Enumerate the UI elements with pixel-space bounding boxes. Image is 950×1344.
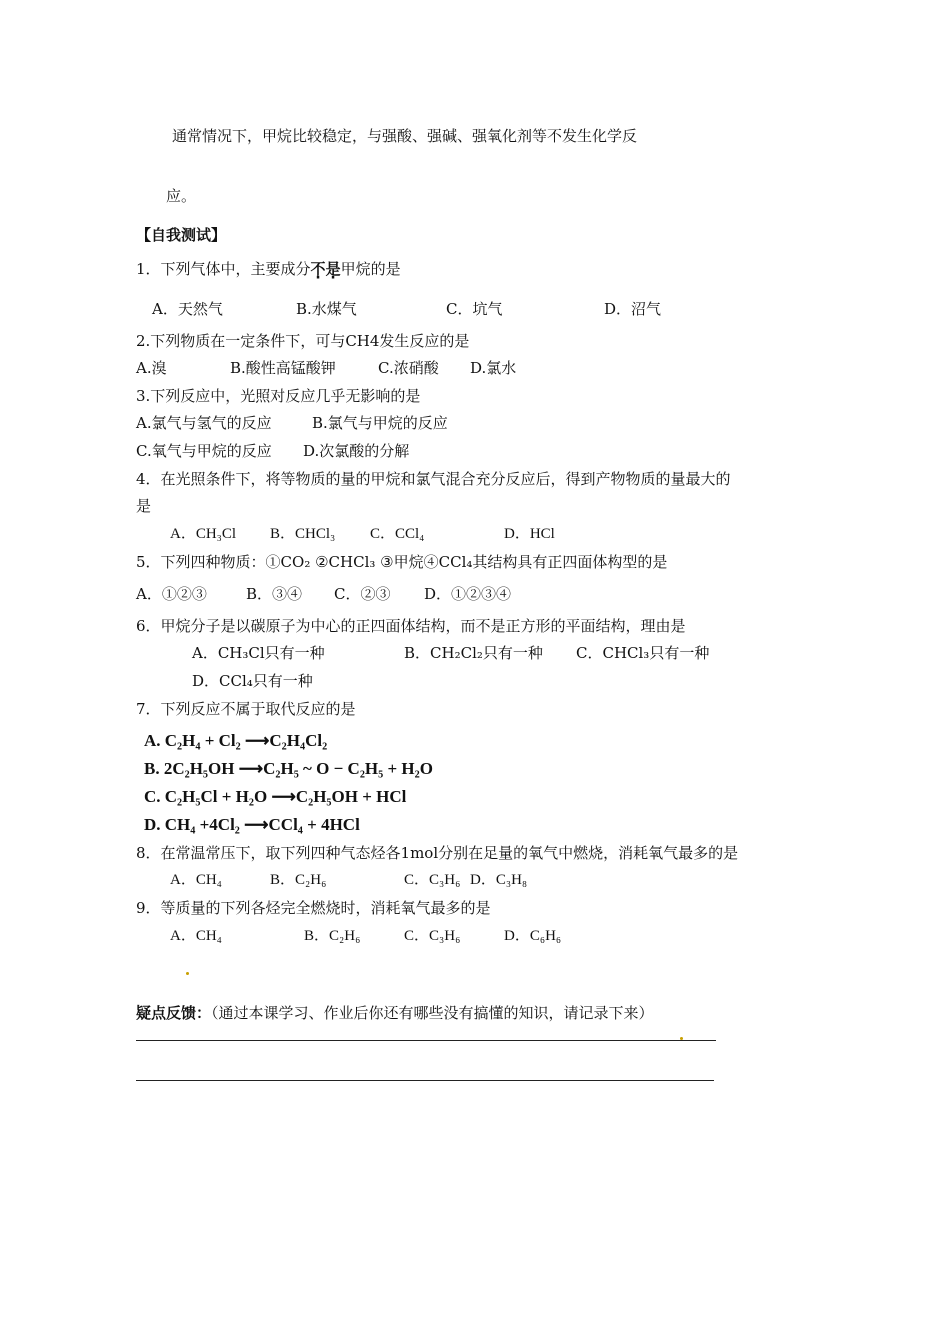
q7-option-d: D. CH₄ +4Cl₂ ⟶CCl₄ + 4HCl (144, 815, 360, 834)
q6-option-c: C．CHCl₃只有一种 (576, 644, 710, 662)
q3-option-b: B.氯气与甲烷的反应 (312, 414, 448, 432)
question-2-stem: 2.下列物质在一定条件下，可与CH4发生反应的是 (136, 332, 470, 350)
question-1-stem: 1．下列气体中，主要成分不是甲烷的是 (136, 260, 401, 278)
feedback-line (136, 1003, 654, 1023)
q5-option-a: A．①②③ (136, 585, 207, 603)
q9-option-c: C．C₃H₆ (404, 928, 461, 944)
q9-option-d: D．C₆H₆ (504, 928, 562, 944)
q5-option-b: B．③④ (246, 585, 303, 603)
q3-option-a: A.氯气与氢气的反应 (136, 414, 272, 432)
q7-option-b: B. 2C₂H₅OH ⟶C₂H₅ ~ O − C₂H₅ + H₂O (144, 759, 433, 778)
q9-option-a: A．CH₄ (170, 928, 222, 944)
q2-option-b: B.酸性高锰酸钾 (230, 359, 336, 377)
q8-option-b: B．C₂H₆ (270, 872, 327, 888)
question-6-stem: 6．甲烷分子是以碳原子为中心的正四面体结构，而不是正方形的平面结构，理由是 (136, 617, 686, 635)
question-3-stem: 3.下列反应中，光照对反应几乎无影响的是 (136, 387, 421, 405)
stray-mark (186, 972, 189, 975)
q7-option-c: C. C₂H₅Cl + H₂O ⟶C₂H₅OH + HCl (144, 787, 407, 806)
q2-option-c: C.浓硝酸 (378, 359, 439, 377)
q8-option-d: D．C₃H₈ (470, 872, 528, 888)
q1-option-c: C．坑气 (446, 300, 503, 318)
q1-option-b: B.水煤气 (296, 300, 357, 318)
q7-option-a: A. C₂H₄ + Cl₂ ⟶C₂H₄Cl₂ (144, 731, 328, 750)
feedback-text: （通过本课学习、作业后你还有哪些没有搞懂的知识，请记录下来） (211, 1004, 654, 1022)
q2-option-a: A.溴 (136, 359, 167, 377)
q2-option-d: D.氯水 (470, 359, 517, 377)
q1-option-d: D．沼气 (604, 300, 662, 318)
q8-option-c: C．C₃H₆ (404, 872, 461, 888)
q4-option-d: D．HCl (504, 526, 555, 542)
intro-line-1: 通常情况下，甲烷比较稳定，与强酸、强碱、强氧化剂等不发生化学反 (172, 127, 638, 145)
intro-line-2: 应。 (166, 187, 197, 205)
emphasis-shi: 是 (325, 260, 341, 278)
q1-option-a: A．天然气 (152, 300, 223, 318)
question-9-stem: 9．等质量的下列各烃完全燃烧时，消耗氧气最多的是 (136, 899, 491, 917)
answer-line-2[interactable] (136, 1080, 714, 1081)
q6-option-a: A．CH₃Cl只有一种 (192, 644, 325, 662)
question-7-stem: 7．下列反应不属于取代反应的是 (136, 700, 356, 718)
question-4-stem-cont: 是 (136, 497, 152, 515)
q5-option-c: C．②③ (334, 585, 391, 603)
q4-option-a: A．CH₃Cl (170, 526, 237, 542)
answer-line-1[interactable] (136, 1040, 716, 1041)
feedback-label: 疑点反馈： (136, 1004, 212, 1022)
q3-option-d: D.次氯酸的分解 (303, 442, 410, 460)
q6-option-b: B．CH₂Cl₂只有一种 (404, 644, 543, 662)
q5-option-d: D．①②③④ (424, 585, 512, 603)
section-title: 【自我测试】 (136, 226, 227, 244)
question-8-stem: 8．在常温常压下，取下列四种气态烃各1mol分别在足量的氧气中燃烧，消耗氧气最多的是 (136, 844, 739, 862)
question-4-stem: 4．在光照条件下，将等物质的量的甲烷和氯气混合充分反应后，得到产物物质的量最大的 (136, 470, 731, 488)
question-5-stem: 5．下列四种物质：①CO₂ ②CHCl₃ ③甲烷④CCl₄其结构具有正四面体构型的是 (136, 553, 668, 571)
emphasis-bu: 不 (310, 260, 326, 278)
q3-option-c: C.氧气与甲烷的反应 (136, 442, 272, 460)
q9-option-b: B．C₂H₆ (304, 928, 361, 944)
q4-option-c: C．CCl₄ (370, 526, 425, 542)
q6-option-d: D．CCl₄只有一种 (192, 672, 313, 690)
q4-option-b: B．CHCl₃ (270, 526, 336, 542)
q8-option-a: A．CH₄ (170, 872, 222, 888)
